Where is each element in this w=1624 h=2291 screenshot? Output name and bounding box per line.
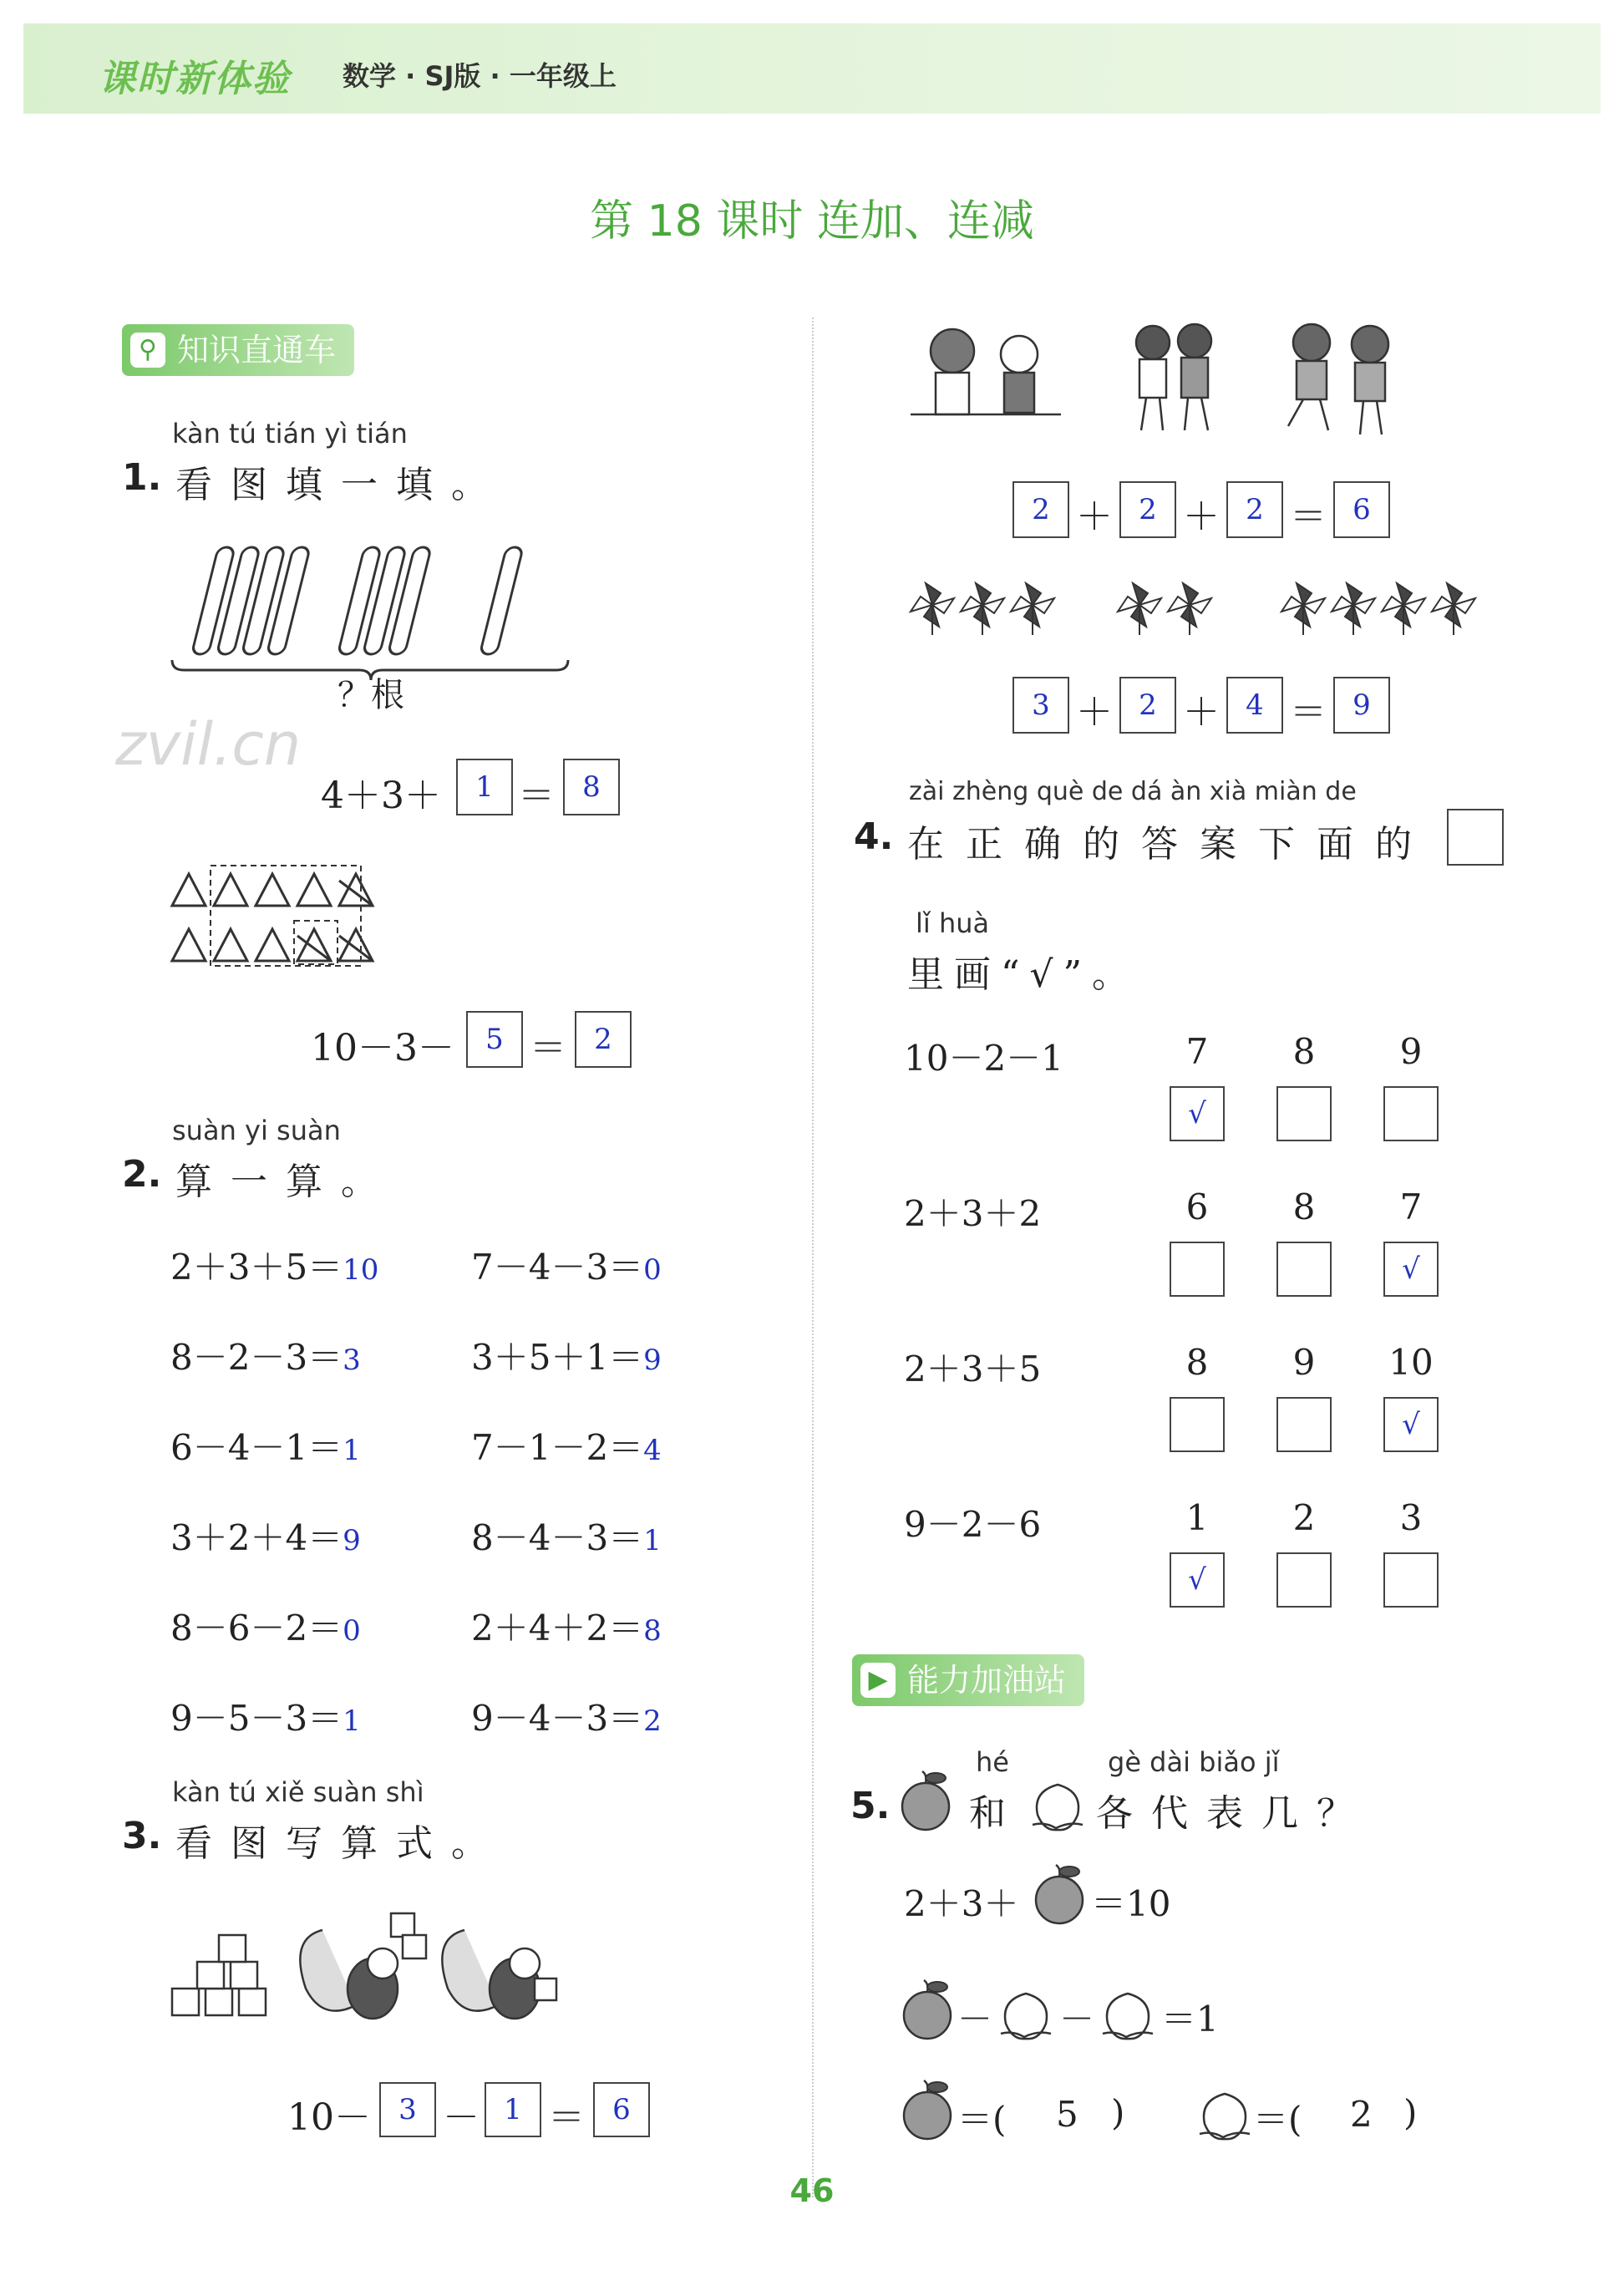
q4-pinyin2: lǐ huà bbox=[916, 907, 990, 939]
apple-icon bbox=[897, 1768, 956, 1835]
q3-prefix: 10－ bbox=[287, 2096, 371, 2139]
q3-text: 看图写算式。 bbox=[175, 1822, 506, 1865]
section-tag-ability bbox=[852, 1654, 1084, 1706]
right-eq1-c: 2 bbox=[1226, 481, 1283, 538]
q4-checkbox: √ bbox=[1170, 1552, 1225, 1608]
apple-icon bbox=[899, 1977, 957, 2044]
q5-pinyin-rest: gè dài biǎo jǐ bbox=[1108, 1746, 1280, 1778]
right-eq1-op1: ＋ bbox=[1076, 495, 1113, 538]
right-eq1-eq: ＝ bbox=[1290, 495, 1327, 538]
q1-eq1-box: 1 bbox=[456, 759, 513, 815]
q4-text1: 在正确的答案下面的 bbox=[907, 823, 1434, 866]
q1-pinyin: kàn tú tián yì tián bbox=[172, 418, 408, 450]
brand-logo: 课时新体验 bbox=[99, 58, 291, 100]
right-eq2-b: 2 bbox=[1119, 677, 1176, 734]
q4-checkbox bbox=[1276, 1086, 1332, 1141]
q4-checkbox bbox=[1383, 1086, 1439, 1141]
q3-op: － bbox=[443, 2096, 480, 2139]
q1-eq2-prefix: 10－3－ bbox=[311, 1027, 454, 1069]
car-icon: ▶ bbox=[860, 1663, 896, 1698]
q5-eq2-op1: － bbox=[957, 1999, 993, 2040]
q4-expr: 10－2－1 bbox=[904, 1038, 1063, 1079]
q5-peach-answer: 2 bbox=[1350, 2094, 1373, 2135]
q1-eq1-prefix: 4＋3＋ bbox=[321, 775, 441, 817]
q2-row: 2＋3＋5＝10 bbox=[170, 1247, 379, 1288]
q4-checkbox bbox=[1170, 1242, 1225, 1297]
q4-expr: 2＋3＋2 bbox=[904, 1193, 1042, 1234]
q4-number: 4. bbox=[854, 815, 894, 858]
brace-label: ？根 bbox=[337, 676, 404, 714]
q2-row: 6－4－1＝1 bbox=[170, 1427, 361, 1468]
q4-example-box bbox=[1447, 809, 1504, 866]
q2-row: 9－4－3＝2 bbox=[471, 1698, 662, 1739]
q4-option: 9 bbox=[1399, 1031, 1423, 1072]
right-eq2-r: 9 bbox=[1333, 677, 1390, 734]
book-subtitle: 数学 · SJ版 · 一年级上 bbox=[343, 60, 617, 92]
apple-icon bbox=[1031, 1862, 1089, 1928]
q2-row: 7－4－3＝0 bbox=[471, 1247, 662, 1288]
q1-eq1-result: 8 bbox=[563, 759, 620, 815]
right-eq1-r: 6 bbox=[1333, 481, 1390, 538]
q4-option: 3 bbox=[1399, 1497, 1423, 1538]
q5-eq2-op2: － bbox=[1059, 1999, 1095, 2040]
q4-checkbox: √ bbox=[1383, 1242, 1439, 1297]
q2-row: 2＋4＋2＝8 bbox=[471, 1608, 662, 1648]
q3-number: 3. bbox=[122, 1815, 162, 1857]
q2-row: 7－1－2＝4 bbox=[471, 1427, 662, 1468]
q4-option: 7 bbox=[1399, 1186, 1423, 1227]
q3-box-c: 6 bbox=[593, 2082, 650, 2137]
section-tag-label: 能力加油站 bbox=[907, 1662, 1067, 1699]
q2-text: 算一算。 bbox=[175, 1161, 396, 1203]
q4-pinyin1: zài zhèng què de dá àn xià miàn de bbox=[909, 777, 1357, 806]
q1-text: 看图填一填。 bbox=[175, 464, 506, 506]
q5-eq1-prefix: 2＋3＋ bbox=[904, 1883, 1019, 1924]
q5-text-rest: 各代表几？ bbox=[1096, 1792, 1372, 1835]
right-eq1-b: 2 bbox=[1119, 481, 1176, 538]
right-eq2-op2: ＋ bbox=[1183, 691, 1220, 734]
q4-text2: 里画“√”。 bbox=[907, 953, 1139, 996]
q4-checkbox: √ bbox=[1383, 1397, 1439, 1452]
q1-eq2-box: 5 bbox=[466, 1011, 523, 1068]
squirrels-blocks-illustration bbox=[164, 1897, 581, 2039]
right-eq2-c: 4 bbox=[1226, 677, 1283, 734]
peach-icon bbox=[1024, 1771, 1091, 1838]
section-tag-label: 知识直通车 bbox=[177, 332, 337, 368]
q4-checkbox bbox=[1276, 1552, 1332, 1608]
q2-row: 9－5－3＝1 bbox=[170, 1698, 361, 1739]
peach-icon bbox=[992, 1980, 1059, 2047]
q4-option: 7 bbox=[1185, 1031, 1209, 1072]
q3-equals: ＝ bbox=[548, 2096, 585, 2139]
right-eq1-op2: ＋ bbox=[1183, 495, 1220, 538]
q2-row: 8－2－3＝3 bbox=[170, 1337, 361, 1378]
q4-expr: 9－2－6 bbox=[904, 1504, 1042, 1545]
q5-number: 5. bbox=[850, 1785, 891, 1827]
peach-icon bbox=[1094, 1980, 1161, 2047]
q4-option: 2 bbox=[1292, 1497, 1316, 1538]
q4-option: 8 bbox=[1292, 1186, 1316, 1227]
right-eq2-op1: ＋ bbox=[1076, 691, 1113, 734]
magnifier-icon: ⚲ bbox=[130, 333, 165, 368]
q4-option: 8 bbox=[1185, 1342, 1209, 1383]
q3-pinyin: kàn tú xiě suàn shì bbox=[172, 1776, 424, 1808]
q4-option: 9 bbox=[1292, 1342, 1316, 1383]
triangles-illustration bbox=[167, 856, 418, 981]
q1-eq2-result: 2 bbox=[575, 1011, 632, 1068]
q4-option: 6 bbox=[1185, 1186, 1209, 1227]
q3-box-a: 3 bbox=[379, 2082, 436, 2137]
column-divider bbox=[812, 317, 814, 2197]
q5-eq2-suffix: ＝1 bbox=[1161, 1999, 1219, 2040]
q2-row: 3＋2＋4＝9 bbox=[170, 1517, 361, 1558]
q2-row: 3＋5＋1＝9 bbox=[471, 1337, 662, 1378]
q4-expr: 2＋3＋5 bbox=[904, 1349, 1042, 1389]
q4-checkbox bbox=[1276, 1397, 1332, 1452]
watermark: zvil.cn bbox=[115, 710, 302, 779]
q2-pinyin: suàn yi suàn bbox=[172, 1115, 341, 1146]
q5-apple-paren-open: ＝( bbox=[957, 2099, 1007, 2140]
q5-pinyin-he: hé bbox=[976, 1746, 1009, 1778]
q4-checkbox bbox=[1170, 1397, 1225, 1452]
q1-number: 1. bbox=[122, 456, 162, 499]
q5-text-he: 和 bbox=[969, 1792, 1024, 1835]
q4-option: 1 bbox=[1185, 1497, 1209, 1538]
page-number: 46 bbox=[789, 2172, 835, 2209]
pinwheels-illustration bbox=[906, 577, 1524, 643]
q4-option: 8 bbox=[1292, 1031, 1316, 1072]
q5-eq1-suffix: ＝10 bbox=[1091, 1883, 1171, 1924]
q4-checkbox bbox=[1383, 1552, 1439, 1608]
q3-box-b: 1 bbox=[485, 2082, 541, 2137]
q5-peach-paren-open: ＝( bbox=[1253, 2099, 1302, 2140]
q1-eq1-equals: ＝ bbox=[518, 775, 555, 817]
peach-icon bbox=[1191, 2080, 1258, 2147]
q5-apple-answer: 5 bbox=[1056, 2094, 1078, 2135]
q1-eq2-equals: ＝ bbox=[530, 1027, 566, 1069]
q5-peach-paren-close: ) bbox=[1403, 2092, 1418, 2133]
lesson-title: 第 18 课时 连加、连减 bbox=[590, 196, 1034, 246]
right-eq2-a: 3 bbox=[1012, 677, 1069, 734]
right-eq2-eq: ＝ bbox=[1290, 691, 1327, 734]
section-tag-knowledge bbox=[122, 324, 354, 376]
children-illustration bbox=[902, 317, 1520, 443]
right-eq1-a: 2 bbox=[1012, 481, 1069, 538]
q5-apple-paren-close: ) bbox=[1111, 2092, 1125, 2133]
q2-number: 2. bbox=[122, 1153, 162, 1196]
q4-option: 10 bbox=[1388, 1342, 1434, 1383]
apple-icon bbox=[899, 2077, 957, 2144]
q2-row: 8－6－2＝0 bbox=[170, 1608, 361, 1648]
q4-checkbox bbox=[1276, 1242, 1332, 1297]
q2-row: 8－4－3＝1 bbox=[471, 1517, 662, 1558]
q4-checkbox: √ bbox=[1170, 1086, 1225, 1141]
